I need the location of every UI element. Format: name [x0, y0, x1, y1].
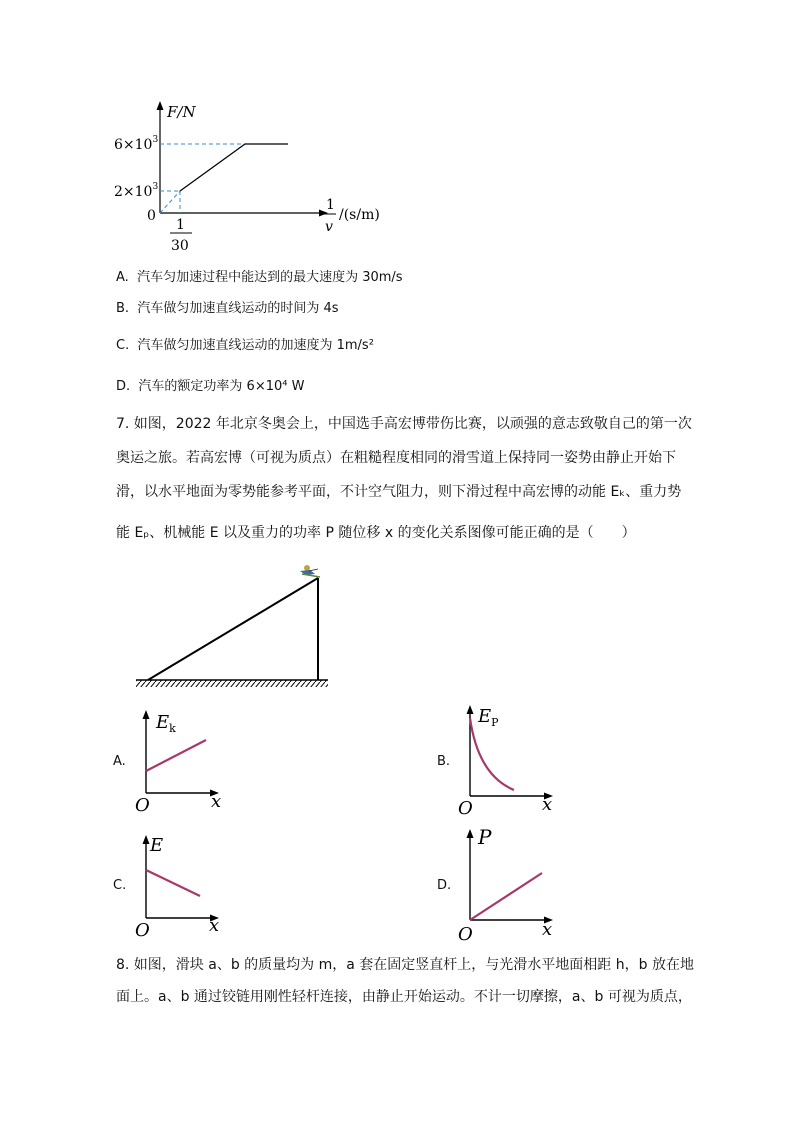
- tick-6e3: 6×10: [114, 137, 153, 153]
- y-axis-label: F/N: [167, 103, 196, 121]
- graph-a-y-label: E: [156, 712, 170, 733]
- graph-d-y-label: P: [478, 825, 492, 849]
- skier-icon: [300, 565, 320, 577]
- graph-a-ek: [132, 705, 232, 815]
- q7-line-1: 7. 如图，2022 年北京冬奥会上，中国选手高宏博带伤比赛，以顽强的意志致敬自己的第一次: [116, 416, 692, 432]
- graph-b-origin: O: [458, 798, 473, 819]
- graph-a-origin: O: [135, 795, 150, 815]
- tick-2e3: 2×10: [114, 184, 153, 200]
- q6-option-d: D. 汽车的额定功率为 6×10⁴ W: [116, 379, 305, 394]
- q7-line-3: 滑，以水平地面为零势能参考平面，不计空气阻力，则下滑过程中高宏博的动能 Eₖ、重力势: [116, 484, 682, 500]
- q8-line-2: 面上。a、b 通过铰链用刚性轻杆连接，由静止开始运动。不计一切摩擦，a、b 可视为质点，: [116, 989, 692, 1005]
- graph-d-x-label: x: [542, 919, 553, 940]
- q7-option-d-letter: D.: [437, 878, 452, 893]
- svg-text:EP: $E_P$: [478, 706, 499, 729]
- q7-line-4: 能 Eₚ、机械能 E 以及重力的功率 P 随位移 x 的变化关系图像可能正确的是（ ）: [116, 525, 636, 541]
- q6-option-b: B. 汽车做匀加速直线运动的时间为 4s: [116, 301, 339, 316]
- graph-c-e: [132, 830, 232, 942]
- graph-a-x-label: x: [211, 791, 222, 812]
- x-tick-numerator: 1: [176, 217, 185, 233]
- svg-text:Ek: $E_k$: [156, 712, 176, 735]
- q6-option-c: C. 汽车做匀加速直线运动的加速度为 1m/s²: [116, 338, 374, 353]
- ski-slope-figure: [130, 562, 335, 692]
- graph-c-origin: O: [135, 920, 150, 941]
- x-axis-denominator: v: [325, 219, 333, 235]
- svg-text:2×103: $2\times 10^3$: [114, 182, 159, 200]
- svg-text:6×103: $6\times 10^3$: [114, 135, 159, 153]
- graph-d-origin: O: [458, 924, 473, 945]
- q8-line-1: 8. 如图，滑块 a、b 的质量均为 m，a 套在固定竖直杆上，与光滑水平地面相距 h，b 放在地: [116, 957, 694, 973]
- q7-option-c-letter: C.: [113, 878, 127, 893]
- x-axis-unit: /(s/m): [339, 207, 380, 223]
- origin-label: 0: [147, 208, 156, 224]
- x-tick-denominator: 30: [171, 238, 189, 254]
- q7-line-2: 奥运之旅。若高宏博（可视为质点）在粗糙程度相同的滑雪道上保持同一姿势由静止开始下: [116, 450, 676, 466]
- graph-b-x-label: x: [542, 794, 553, 815]
- graph-b-ep: [456, 700, 566, 820]
- graph-b-y-label: E: [478, 706, 492, 727]
- graph-c-y-label: E: [150, 835, 164, 856]
- q7-option-b-letter: B.: [437, 754, 451, 769]
- x-axis-numerator: 1: [326, 197, 335, 213]
- graph-d-p: [456, 822, 566, 946]
- q6-option-a: A. 汽车匀加速过程中能达到的最大速度为 30m/s: [116, 270, 403, 285]
- graph-c-x-label: x: [209, 915, 220, 936]
- q7-option-a-letter: A.: [113, 754, 126, 769]
- force-vs-inverse-velocity-graph: [100, 95, 400, 260]
